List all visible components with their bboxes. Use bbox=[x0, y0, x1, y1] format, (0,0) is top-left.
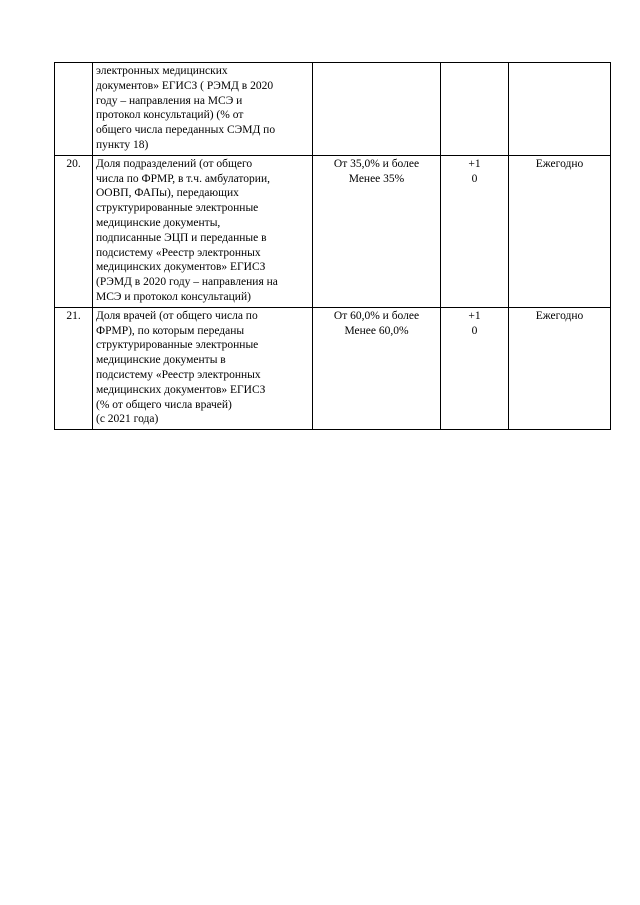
indicator-line: структурированные электронные bbox=[96, 339, 259, 352]
score-line: 0 bbox=[471, 324, 478, 337]
score-line: +1 bbox=[468, 157, 481, 170]
indicator-line: подсистему «Реестр электронных bbox=[96, 246, 261, 259]
period-cell: Ежегодно bbox=[509, 307, 611, 429]
indicator-line: числа по ФРМР, в т.ч. амбулатории, bbox=[96, 172, 270, 185]
indicator-line: подписанные ЭЦП и переданные в bbox=[96, 231, 267, 244]
table-row bbox=[55, 155, 611, 307]
indicator-line: медицинские документы в bbox=[96, 354, 226, 367]
indicators-table bbox=[54, 62, 611, 430]
indicator-line: Доля врачей (от общего числа по bbox=[96, 309, 258, 322]
score-cell bbox=[441, 63, 509, 156]
row-number bbox=[55, 63, 93, 156]
indicator-line: (% от общего числа врачей) bbox=[96, 398, 232, 411]
table-row bbox=[55, 63, 611, 156]
indicator-line: документов» ЕГИСЗ ( РЭМД в 2020 bbox=[96, 79, 274, 92]
indicator-cell bbox=[93, 63, 313, 156]
indicator-line: (РЭМД в 2020 году – направления на bbox=[96, 276, 278, 289]
criteria-cell bbox=[313, 155, 441, 307]
indicator-line: ООВП, ФАПы), передающих bbox=[96, 187, 239, 200]
indicator-line: пункту 18) bbox=[96, 138, 149, 151]
indicator-line: медицинские документы, bbox=[96, 216, 221, 229]
period-cell bbox=[509, 63, 611, 156]
criteria-line: От 60,0% и более bbox=[333, 309, 420, 322]
indicator-line: медицинских документов» ЕГИСЗ bbox=[96, 261, 266, 274]
indicator-cell bbox=[93, 307, 313, 429]
score-cell bbox=[441, 307, 509, 429]
criteria-line: От 35,0% и более bbox=[333, 157, 420, 170]
indicator-cell bbox=[93, 155, 313, 307]
period-cell: Ежегодно bbox=[509, 155, 611, 307]
indicator-line: (с 2021 года) bbox=[96, 413, 159, 426]
table-body bbox=[55, 63, 611, 430]
indicator-line: МСЭ и протокол консультаций) bbox=[96, 290, 251, 303]
row-number: 20. bbox=[55, 155, 93, 307]
indicator-line: подсистему «Реестр электронных bbox=[96, 368, 261, 381]
table-row bbox=[55, 307, 611, 429]
score-cell bbox=[441, 155, 509, 307]
indicator-line: протокол консультаций) (% от bbox=[96, 109, 244, 122]
criteria-cell bbox=[313, 307, 441, 429]
indicator-line: структурированные электронные bbox=[96, 202, 259, 215]
indicator-line: медицинских документов» ЕГИСЗ bbox=[96, 383, 266, 396]
criteria-line: Менее 60,0% bbox=[344, 324, 409, 337]
indicator-line: ФРМР), по которым переданы bbox=[96, 324, 245, 337]
criteria-line: Менее 35% bbox=[348, 172, 405, 185]
score-line: 0 bbox=[471, 172, 478, 185]
indicator-line: общего числа переданных СЭМД по bbox=[96, 124, 276, 137]
score-line: +1 bbox=[468, 309, 481, 322]
criteria-cell bbox=[313, 63, 441, 156]
indicator-line: году – направления на МСЭ и bbox=[96, 94, 243, 107]
indicator-line: Доля подразделений (от общего bbox=[96, 157, 253, 170]
indicator-line: электронных медицинских bbox=[96, 65, 228, 77]
row-number: 21. bbox=[55, 307, 93, 429]
